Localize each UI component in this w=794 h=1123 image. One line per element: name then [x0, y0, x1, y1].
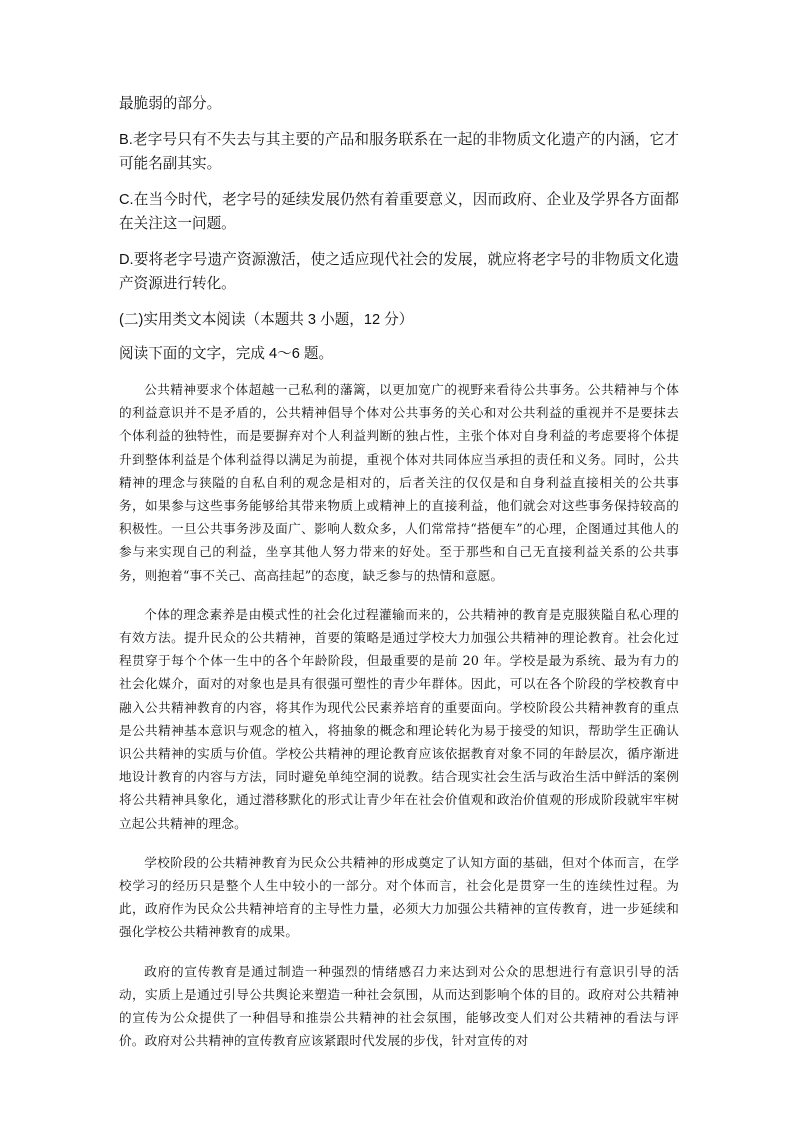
passage-paragraph-1: 公共精神要求个体超越一己私利的藩篱，以更加宽广的视野来看待公共事务。公共精神与个体的利益意识并不是矛盾的，公共精神倡导个体对公共事务的关心和对公共利益的重视并不是要抹去个体利益的独特性，而是要摒弃对个人利益判断的独占性，主张个体对自身利益的考虑要将个体提升到整体利益是个体利益得以满足为前提，重视个体对共同体应当承担的责任和义务。同时，公共精神的理念与狭隘的自私自利的观念是相对的，后者关注的仅仅是和自身利益直接相关的公共事务，如果参与这些事务能够给其带来物质上或精神上的直接利益，他们就会对这些事务保持较高的积极性。一旦公共事务涉及面广、影响人数众多，人们常常持“搭便车”的心理，企图通过其他人的参与来实现自己的利益，坐享其他人努力带来的好处。至于那些和自己无直接利益关系的公共事务，则抱着“事不关己、高高挂起”的态度，缺乏参与的热情和意愿。: [119, 382, 679, 583]
passage-paragraph-2: 个体的理念素养是由模式性的社会化过程灌输而来的，公共精神的教育是克服狭隘自私心理的有效方法。提升民众的公共精神，首要的策略是通过学校大力加强公共精神的理论教育。社会化过程贯穿于每个个体一生中的各个年龄阶段，但最重要的是前 20 年。学校是最为系统、最为有力的社会化媒介，面对的对象也是具有很强可塑性的青少年群体。因此，可以在各个阶段的学校教育中融入公共精神教育的内容，将其作为现代公民素养培育的重要面向。学校阶段公共精神教育的重点是公共精神基本意识与观念的植入，将抽象的概念和理论转化为易于接受的知识，帮助学生正确认识公共精神的实质与价值。学校公共精神的理论教育应该依据教育对象不同的年龄层次，循序渐进地设计教育的内容与方法，同时避免单纯空洞的说教。结合现实社会生活与政治生活中鲜活的案例将公共精神具象化，通过潜移默化的形式让青少年在社会价值观和政治价值观的形成阶段就牢牢树立起公共精神的理念。: [119, 606, 679, 831]
passage-paragraph-3: 学校阶段的公共精神教育为民众公共精神的形成奠定了认知方面的基础，但对个体而言，在学校学习的经历只是整个人生中较小的一部分。对个体而言，社会化是贯穿一生的连续性过程。为此，政府作为民众公共精神培育的主导性力量，必须大力加强公共精神的宣传教育，进一步延续和强化学校公共精神教育的成果。: [119, 854, 679, 940]
document-page: [119, 92, 679, 1068]
section-heading: (二)实用类文本阅读（本题共 3 小题，12 分）: [119, 312, 414, 328]
reading-instruction: 阅读下面的文字，完成 4～6 题。: [119, 346, 334, 362]
option-b: B.老字号只有不失去与其主要的产品和服务联系在一起的非物质文化遗产的内涵，它才可能名副其实。: [119, 132, 679, 172]
option-d: D.要将老字号遗产资源激活，使之适应现代社会的发展，就应将老字号的非物质文化遗产资源进行转化。: [119, 252, 679, 292]
option-a-continuation: 最脆弱的部分。: [119, 96, 222, 112]
passage-paragraph-4: 政府的宣传教育是通过制造一种强烈的情绪感召力来达到对公众的思想进行有意识引导的活动，实质上是通过引导公共舆论来塑造一种社会氛围，从而达到影响个体的目的。政府对公共精神的宣传为公众提供了一种倡导和推崇公共精神的社会氛围，能够改变人们对公共精神的看法与评价。政府对公共精神的宣传教育应该紧跟时代发展的步伐，针对宣传的对: [119, 963, 679, 1049]
option-c: C.在当今时代，老字号的延续发展仍然有着重要意义，因而政府、企业及学界各方面都在关注这一问题。: [119, 192, 679, 232]
reading-passage: [119, 378, 679, 1052]
